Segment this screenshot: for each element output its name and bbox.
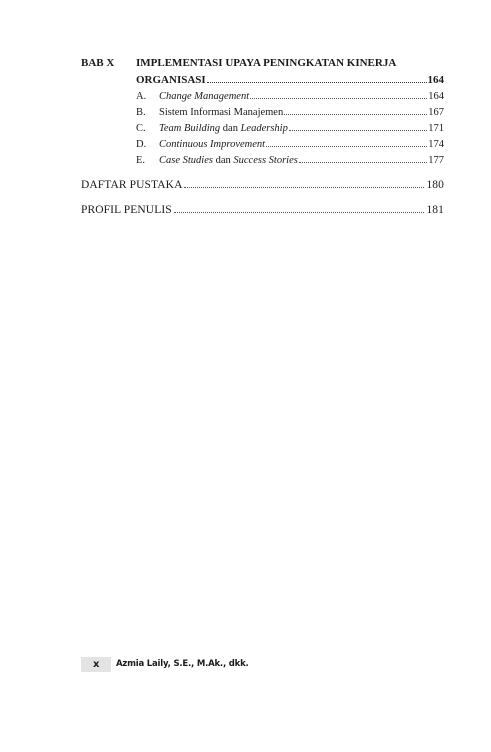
entry-page-number: 180 (426, 179, 444, 191)
toc-author-profile-entry[interactable] (81, 202, 444, 218)
chapter-title-line2-row (136, 72, 444, 88)
section-title-part: Leadership (240, 123, 288, 134)
chapter-number: BAB X (81, 57, 115, 69)
section-page-number: 164 (428, 91, 444, 102)
section-title-part: Team Building (159, 123, 221, 134)
toc-chapter-entry[interactable] (81, 55, 444, 89)
section-title-part: Sistem Informasi Manajemen (159, 107, 284, 118)
dot-leader (184, 187, 424, 188)
toc-section-entry[interactable] (136, 106, 444, 120)
section-title (159, 138, 265, 152)
dot-leader (284, 114, 427, 115)
entry-title: DAFTAR PUSTAKA (81, 179, 183, 191)
toc-section-entry[interactable] (136, 122, 444, 136)
toc-bibliography-entry[interactable] (81, 177, 444, 193)
section-title (159, 90, 249, 104)
chapter-title-line1: IMPLEMENTASI UPAYA PENINGKATAN KINERJA (136, 57, 397, 69)
dot-leader (266, 146, 427, 147)
page-footer (81, 657, 281, 672)
section-page-number: 167 (428, 107, 444, 118)
toc-section-entry[interactable] (136, 154, 444, 168)
section-title-part: Success Stories (233, 155, 298, 166)
section-letter: C. (136, 123, 146, 134)
section-title (159, 106, 283, 120)
section-page-number: 174 (428, 139, 444, 150)
section-letter: B. (136, 107, 146, 118)
section-title-part: dan (220, 123, 241, 134)
section-letter: D. (136, 139, 147, 150)
footer-author: Azmia Laily, S.E., M.Ak., dkk. (116, 659, 249, 669)
toc-section-entry[interactable] (136, 90, 444, 104)
section-title-part: Change Management (159, 91, 250, 102)
dot-leader (250, 98, 427, 99)
dot-leader (289, 130, 427, 131)
section-letter: E. (136, 155, 146, 166)
footer-page-number: x (93, 659, 100, 670)
dot-leader (207, 82, 427, 83)
dot-leader (299, 162, 427, 163)
section-title (159, 154, 298, 168)
section-title-part: Continuous Improvement (159, 139, 266, 150)
chapter-page-number: 164 (427, 74, 444, 86)
section-title (159, 122, 288, 136)
section-title-part: Case Studies (159, 155, 213, 166)
entry-title: PROFIL PENULIS (81, 204, 172, 216)
section-page-number: 171 (428, 123, 444, 134)
section-page-number: 177 (428, 155, 444, 166)
toc-section-entry[interactable] (136, 138, 444, 152)
chapter-title-line2: ORGANISASI (136, 74, 206, 86)
section-letter: A. (136, 91, 147, 102)
dot-leader (174, 212, 425, 213)
entry-page-number: 181 (426, 204, 444, 216)
section-title-part: dan (212, 155, 234, 166)
